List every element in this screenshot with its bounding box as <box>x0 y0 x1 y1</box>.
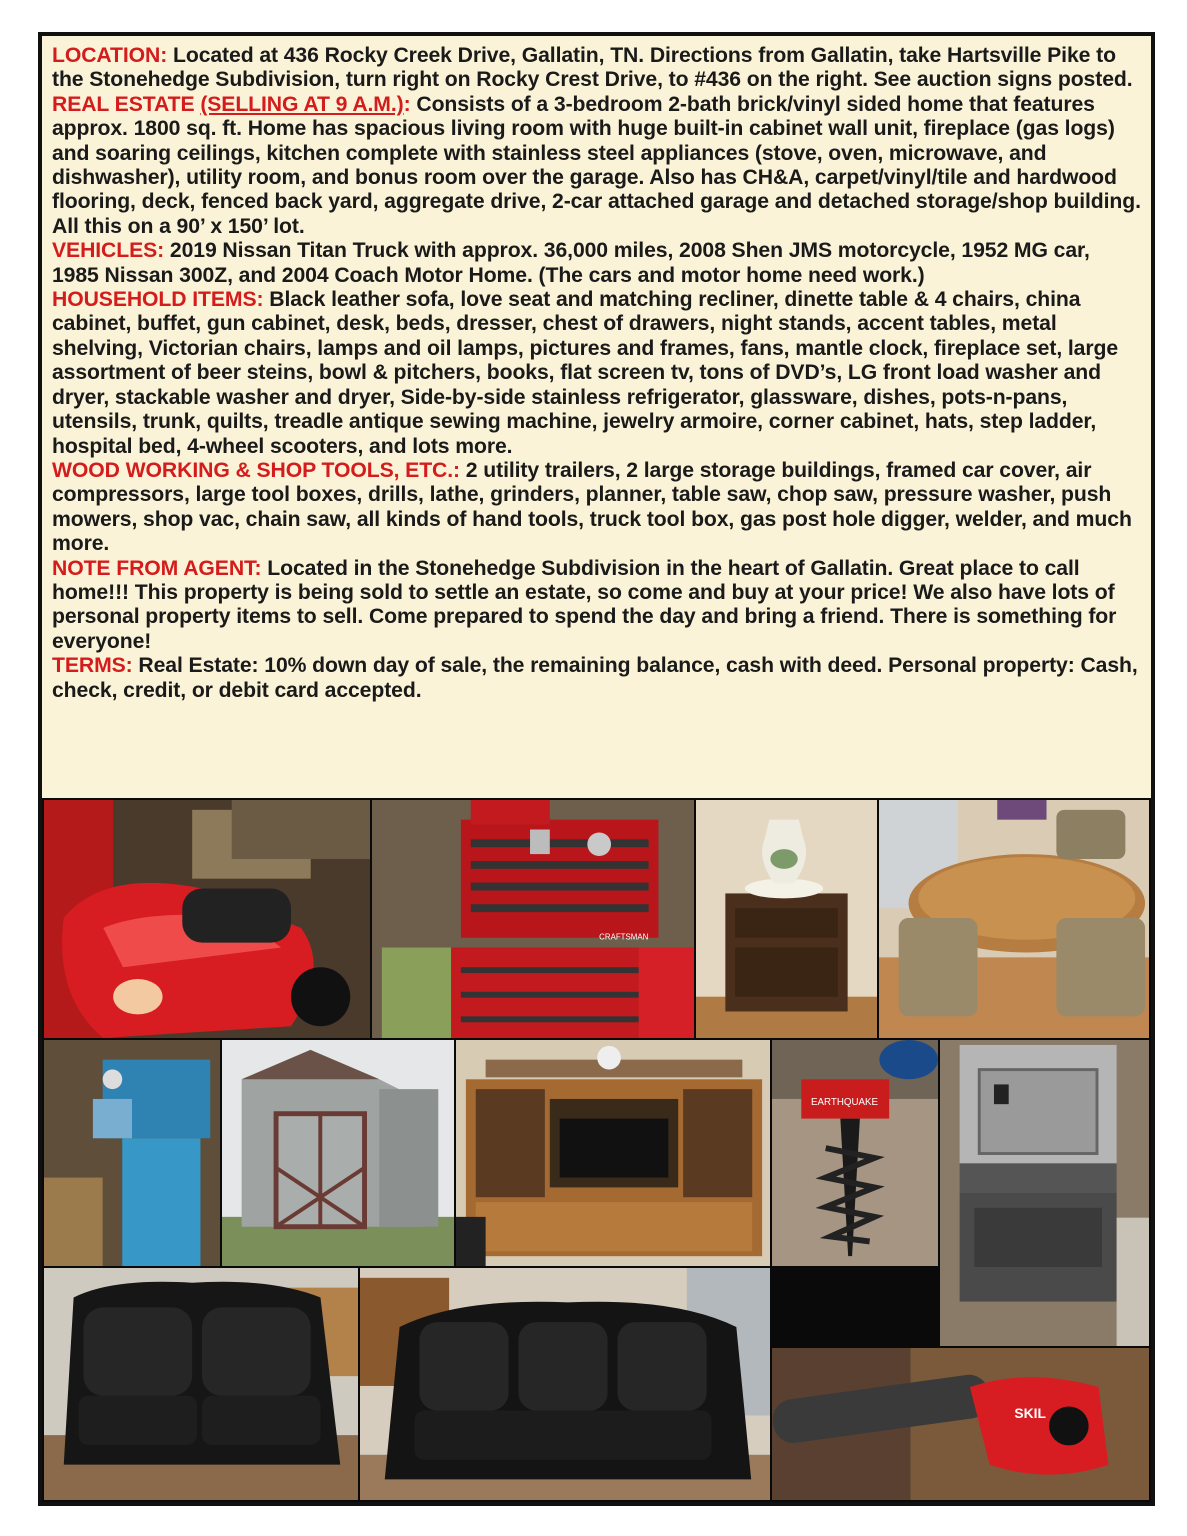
terms-text: Real Estate: 10% down day of sale, the remaining balance, cash with deed. Personal property: Cash, check, credit, or debit card accepted. <box>52 654 1138 702</box>
real-estate-colon: : <box>403 92 411 116</box>
dinette-photo <box>877 798 1151 1040</box>
household-section <box>52 288 1141 459</box>
flyer-frame <box>38 32 1155 1506</box>
post-hole-digger-photo <box>770 1038 940 1268</box>
location-section <box>52 44 1141 93</box>
location-label: LOCATION: <box>52 44 168 67</box>
tools-section <box>52 459 1141 557</box>
loveseat-photo <box>42 1266 360 1502</box>
real-estate-label: REAL ESTATE <box>52 92 201 116</box>
real-estate-text: Consists of a 3-bedroom 2-bath brick/vinyl sided home that features approx. 1800 sq. ft. Home has spacious living room with huge built-in cabinet wall unit, fireplace (gas logs) and soaring ceilings, kitchen complete with stainless steel appliances (stove, oven, microwave, and dishwasher), utility room, and bonus room over the garage. Also has CH&A, carpet/vinyl/tile and hardwood flooring, deck, fenced back yard, aggregate drive, 2-car attached garage and detached storage/shop building. All this on a 90’ x 150’ lot. <box>52 92 1141 238</box>
blower-brand-text: SKIL <box>1014 1406 1046 1422</box>
note-section <box>52 557 1141 655</box>
storage-shed-photo <box>220 1038 456 1268</box>
terms-label: TERMS: <box>52 654 133 678</box>
household-label: HOUSEHOLD ITEMS: <box>52 288 264 312</box>
selling-time-label: (SELLING AT 9 A.M.) <box>200 92 404 116</box>
vehicles-text: 2019 Nissan Titan Truck with approx. 36,000 miles, 2008 Shen JMS motorcycle, 1952 MG car, 1985 Nissan 300Z, and 2004 Coach Motor Home. (The cars and motor home need work.) <box>52 239 1090 287</box>
motorcycle-photo <box>42 798 372 1040</box>
terms-section <box>52 654 1141 703</box>
household-text: Black leather sofa, love seat and matching recliner, dinette table & 4 chairs, china cabinet, buffet, gun cabinet, desk, beds, dresser, chest of drawers, night stands, accent tables, metal shelving, Victorian chairs, lamps and oil lamps, pictures and frames, fans, mantle clock, fireplace set, large assortment of beer steins, bowl & pitchers, books, flat screen tv, tons of DVD’s, LG front load washer and dryer, stackable washer and dryer, Side-by-side stainless refrigerator, glassware, dishes, pots-n-pans, utensils, trunk, quilts, treadle antique sewing machine, jewelry armoire, corner cabinet, hats, step ladder, hospital bed, 4-wheel scooters, and lots more. <box>52 288 1119 458</box>
location-text: Located at 436 Rocky Creek Drive, Gallatin, TN. Directions from Gallatin, take Hartsville Pike to the Stonehedge Subdivision, turn right on Rocky Crest Drive, to #436 on the right. See auction signs posted. <box>52 44 1133 92</box>
wall-unit-photo <box>454 1038 772 1268</box>
leaf-blower-photo <box>770 1346 1151 1502</box>
planer-photo <box>42 1038 222 1268</box>
vehicles-section <box>52 239 1141 288</box>
toolbox-brand-text: CRAFTSMAN <box>599 932 649 942</box>
auction-text-block <box>42 36 1151 798</box>
toolbox-photo <box>370 798 696 1040</box>
tools-text: 2 utility trailers, 2 large storage buildings, framed car cover, air compressors, large tool boxes, drills, lathe, grinders, planner, table saw, chop saw, pressure washer, push mowers, shop vac, chain saw, all kinds of hand tools, truck tool box, gas post hole digger, welder, and much more. <box>52 458 1132 556</box>
tools-label: WOOD WORKING & SHOP TOOLS, ETC.: <box>52 458 461 482</box>
nightstand-pitcher-photo <box>694 798 879 1040</box>
note-text: Located in the Stonehedge Subdivision in the heart of Gallatin. Great place to call home!!! This property is being sold to settle an estate, so come and buy at your price! We also have lots of personal property items to sell. Come prepared to spend the day and bring a friend. There is something for everyone! <box>52 556 1117 653</box>
note-label: NOTE FROM AGENT: <box>52 556 262 580</box>
vehicles-label: VEHICLES: <box>52 239 165 263</box>
auger-brand-text: EARTHQUAKE <box>811 1096 879 1108</box>
sofa-photo <box>358 1266 772 1502</box>
washer-dryer-photo <box>938 1038 1151 1348</box>
photo-collage <box>42 798 1151 1502</box>
real-estate-section <box>52 93 1141 239</box>
